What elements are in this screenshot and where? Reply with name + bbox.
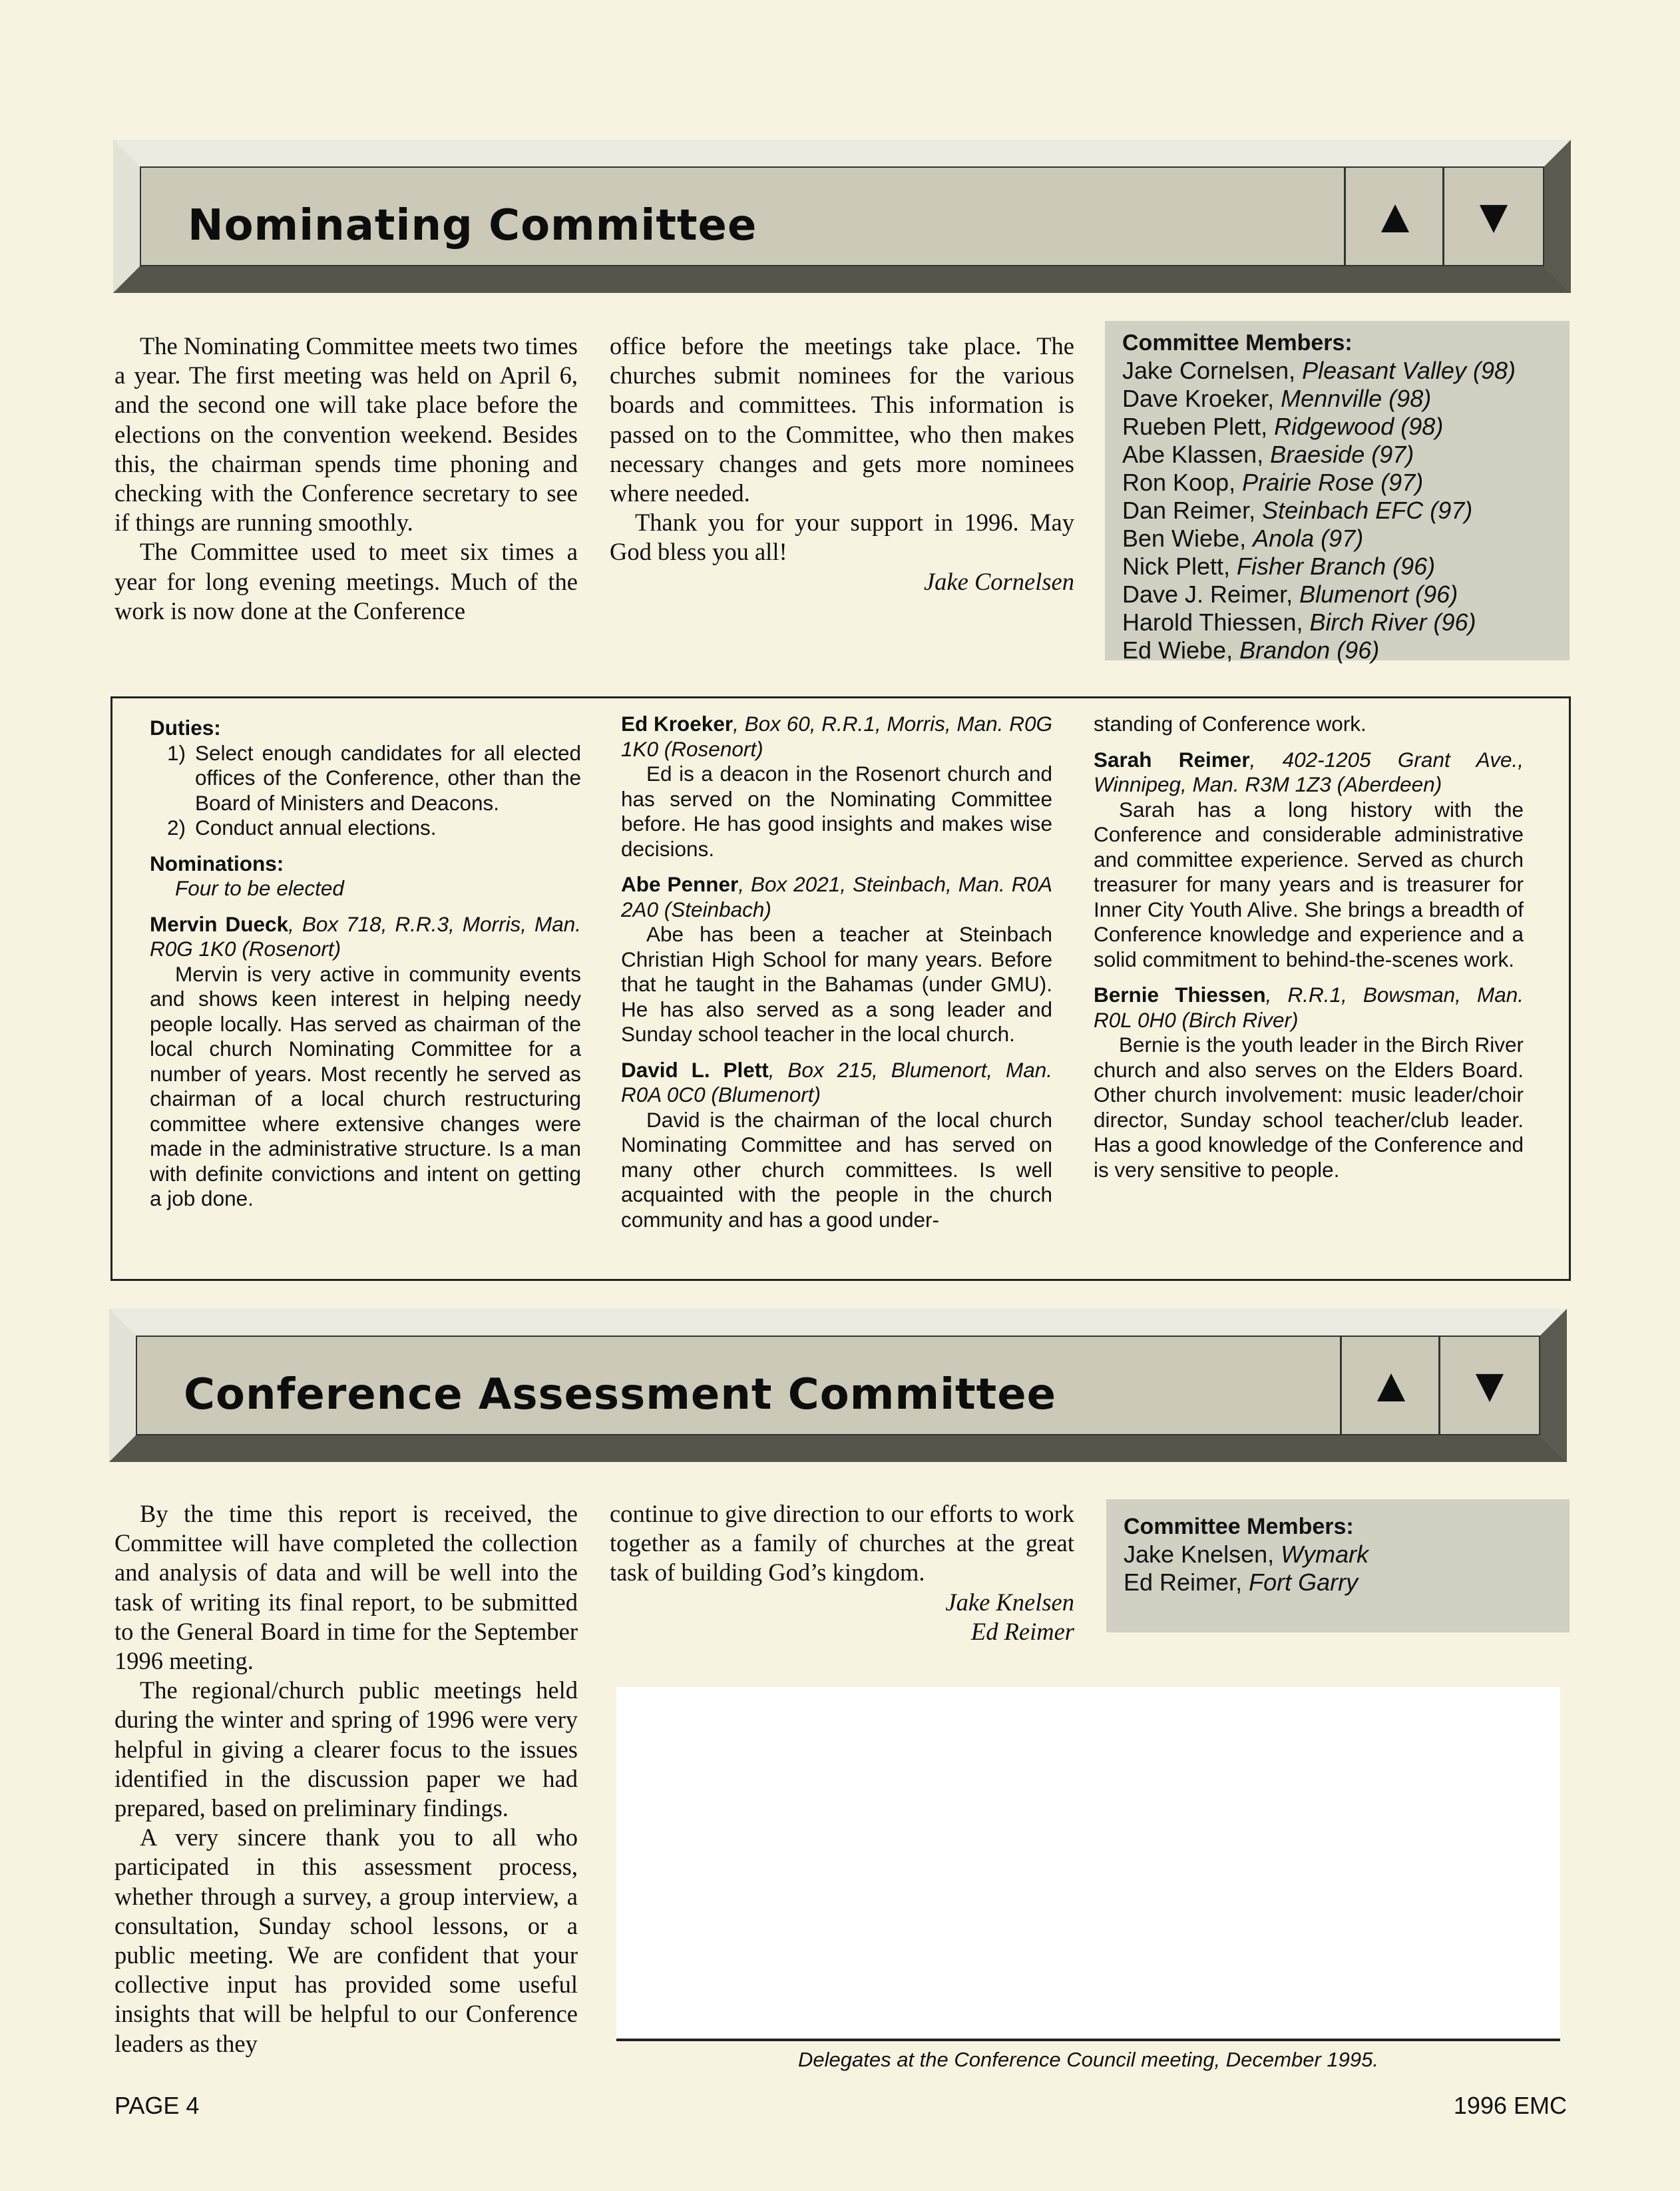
member-name: Nick Plett, bbox=[1122, 553, 1237, 580]
candidate-bio: Abe has been a teacher at Steinbach Christian High School for many years. Before that he taught in the Bahamas (under GMU). He has also served as a song leader and Sunday school teacher in the local church. bbox=[621, 922, 1052, 1046]
paragraph: The regional/church public meetings held during the winter and spring of 1996 were very helpful in giving a clearer focus to the issues identified in the discussion paper we had prepared, based on preliminary findings. bbox=[114, 1676, 578, 1822]
member-church: Braeside (97) bbox=[1270, 441, 1414, 468]
candidate-name: Bernie Thiessen bbox=[1094, 983, 1266, 1007]
duty-item bbox=[150, 816, 581, 841]
member-row bbox=[1122, 413, 1552, 441]
committee-members-box bbox=[1105, 321, 1570, 664]
banner-bevel bbox=[109, 1435, 1567, 1462]
member-name: Ron Koop, bbox=[1122, 469, 1243, 496]
member-row bbox=[1122, 636, 1552, 664]
member-name: Ed Wiebe, bbox=[1122, 636, 1240, 664]
member-church: Mennville (98) bbox=[1281, 385, 1432, 412]
candidate-entry bbox=[621, 872, 1052, 1047]
assessment-committee-banner bbox=[109, 1309, 1567, 1462]
down-arrow-icon[interactable]: ▼ bbox=[1442, 168, 1543, 265]
candidate-address: , Box 215, Blumenort, Man. R0A 0C0 (Blumenort) bbox=[621, 1057, 1052, 1106]
continuation-text: standing of Conference work. bbox=[1094, 712, 1366, 736]
candidate-name: Abe Penner bbox=[621, 872, 739, 896]
paragraph: office before the meetings take place. The churches submit nominees for the various boards and committees. This information is passed on to the Committee, who then makes necessary changes and gets more nominees where needed. bbox=[610, 332, 1074, 507]
candidate-address: , Box 60, R.R.1, Morris, Man. R0G 1K0 (Rosenort) bbox=[621, 712, 1052, 761]
member-name: Jake Knelsen, bbox=[1124, 1541, 1281, 1568]
paragraph: Thank you for your support in 1996. May God bless you all! bbox=[610, 509, 1074, 566]
duty-number: 1) bbox=[166, 740, 186, 765]
member-name: Rueben Plett, bbox=[1122, 413, 1275, 440]
member-church: Wymark bbox=[1281, 1541, 1369, 1568]
candidate-entry bbox=[621, 712, 1052, 861]
banner-face bbox=[140, 166, 1544, 266]
member-church: Steinbach EFC (97) bbox=[1262, 497, 1473, 524]
member-church: Brandon (96) bbox=[1239, 636, 1380, 664]
member-church: Fort Garry bbox=[1249, 1569, 1359, 1596]
member-row bbox=[1122, 525, 1552, 553]
candidate-entry bbox=[1094, 983, 1524, 1182]
member-name: Ben Wiebe, bbox=[1122, 525, 1253, 552]
paragraph: By the time this report is received, the Committee will have completed the collection and analysis of data and will be well into the task of writing its final report, to be submitted to the General Board in time for the September 1996 meeting. bbox=[114, 1500, 578, 1675]
up-arrow-icon[interactable]: ▲ bbox=[1340, 1337, 1440, 1434]
candidate-name: Ed Kroeker bbox=[621, 712, 734, 736]
members-heading: Committee Members: bbox=[1124, 1514, 1354, 1539]
candidate-name: David L. Plett bbox=[621, 1057, 769, 1082]
member-church: Ridgewood (98) bbox=[1274, 413, 1444, 440]
banner-bevel bbox=[113, 140, 1571, 166]
member-row bbox=[1124, 1541, 1552, 1569]
nominations-text: Four to be elected bbox=[175, 876, 344, 900]
candidate-bio: David is the chairman of the local church Nominating Committee and has served on many other church committees. Is well acquainted with the people in the church community and has a good under- bbox=[621, 1107, 1052, 1232]
member-row bbox=[1122, 497, 1552, 525]
member-row bbox=[1122, 385, 1552, 413]
duty-text: Select enough candidates for all elected offices of the Conference, other than the Board of Ministers and Deacons. bbox=[195, 740, 581, 815]
member-row bbox=[1122, 609, 1552, 636]
duties-label: Duties: bbox=[150, 716, 221, 740]
candidate-address: , R.R.1, Bowsman, Man. R0L 0H0 (Birch River) bbox=[1094, 983, 1524, 1032]
member-church: Birch River (96) bbox=[1309, 609, 1476, 636]
member-row bbox=[1122, 469, 1552, 497]
member-row bbox=[1122, 357, 1552, 385]
candidate-bio: Sarah has a long history with the Conference and considerable administrative and committee experience. Served as church treasurer for many years and is treasurer for Inner City Youth Alive. She brings a breadth of Conference knowledge and experience and a solid commitment to behind-the-scenes work. bbox=[1094, 797, 1524, 971]
duties-column-3 bbox=[1094, 712, 1524, 1182]
banner-bevel bbox=[113, 140, 140, 293]
member-name: Dave J. Reimer, bbox=[1122, 581, 1300, 608]
candidate-name: Sarah Reimer bbox=[1094, 747, 1250, 772]
member-name: Dave Kroeker, bbox=[1122, 385, 1281, 412]
nominations-label: Nominations: bbox=[150, 851, 284, 875]
photo-placeholder bbox=[616, 1687, 1560, 2041]
section-title: Conference Assessment Committee bbox=[184, 1370, 1056, 1419]
paragraph: A very sincere thank you to all who participated in this assessment process, whether through a survey, a group interview, a consultation, Sunday school lessons, or a public meeting. We are confident that your collective input has provided some useful insights that will be helpful to our Conference leaders as they bbox=[114, 1824, 578, 2057]
photo-caption: Delegates at the Conference Council meeting, December 1995. bbox=[798, 2048, 1378, 2071]
assessment-column-1 bbox=[114, 1499, 578, 2059]
member-name: Ed Reimer, bbox=[1124, 1569, 1249, 1596]
banner-face bbox=[136, 1336, 1540, 1435]
candidate-name: Mervin Dueck bbox=[150, 911, 289, 936]
member-church: Prairie Rose (97) bbox=[1242, 469, 1424, 496]
member-row bbox=[1122, 441, 1552, 469]
banner-bevel bbox=[1540, 1309, 1567, 1462]
paragraph: The Committee used to meet six times a year for long evening meetings. Much of the work is now done at the Conference bbox=[114, 538, 578, 624]
candidate-entry bbox=[1094, 748, 1524, 973]
nominations-box bbox=[110, 696, 1571, 1281]
nominating-committee-banner bbox=[113, 140, 1571, 293]
candidate-bio: Bernie is the youth leader in the Birch River church and also serves on the Elders Board. Other church involvement: music leader/choir director, Sunday school teacher/club leader. Has a good knowledge of the Conference and is very sensitive to people. bbox=[1094, 1033, 1524, 1182]
candidate-address: , Box 2021, Steinbach, Man. R0A 2A0 (Steinbach) bbox=[621, 872, 1052, 921]
member-church: Anola (97) bbox=[1253, 525, 1364, 552]
signature: Jake Knelsen bbox=[945, 1588, 1074, 1616]
paragraph: The Nominating Committee meets two times a year. The first meeting was held on April 6, and the second one will take place before the elections on the convention weekend. Besides this, the chairman spends time phoning and checking with the Conference secretary to see if things are running smoothly. bbox=[114, 332, 578, 537]
members-heading: Committee Members: bbox=[1122, 330, 1353, 356]
candidate-address: , Box 718, R.R.3, Morris, Man. R0G 1K0 (Rosenort) bbox=[150, 911, 582, 961]
banner-bevel bbox=[109, 1309, 136, 1462]
member-church: Pleasant Valley (98) bbox=[1302, 357, 1516, 384]
signature: Jake Cornelsen bbox=[923, 567, 1074, 595]
member-name: Dan Reimer, bbox=[1122, 497, 1263, 524]
banner-bevel bbox=[109, 1309, 1567, 1336]
member-row bbox=[1122, 553, 1552, 581]
duty-number: 2) bbox=[166, 816, 186, 840]
publication-label: 1996 EMC bbox=[1453, 2092, 1567, 2119]
banner-bevel bbox=[113, 266, 1571, 293]
nominating-column-2 bbox=[610, 332, 1074, 597]
member-name: Jake Cornelsen, bbox=[1122, 357, 1303, 384]
candidate-entry bbox=[150, 912, 581, 1212]
assessment-column-2 bbox=[610, 1499, 1074, 1646]
page-number: PAGE 4 bbox=[114, 2092, 200, 2119]
member-church: Blumenort (96) bbox=[1299, 581, 1458, 608]
candidate-bio: Mervin is very active in community events and shows keen interest in helping needy people locally. Has served as chairman of the local church Nominating Committee for a number of years. Most recently he served as chairman of a local church restructuring committee where extensive changes were made in the administrative structure. Is a man with definite convictions and intent on getting a job done. bbox=[150, 961, 581, 1210]
duty-text: Conduct annual elections. bbox=[195, 816, 437, 840]
up-arrow-icon[interactable]: ▲ bbox=[1344, 168, 1444, 265]
member-name: Abe Klassen, bbox=[1122, 441, 1271, 468]
down-arrow-icon[interactable]: ▼ bbox=[1438, 1337, 1539, 1434]
duties-column-1 bbox=[150, 716, 581, 1212]
paragraph: continue to give direction to our efforts to work together as a family of churches at the great task of building God’s kingdom. bbox=[610, 1500, 1074, 1586]
nominating-column-1 bbox=[114, 332, 578, 626]
duty-item bbox=[150, 741, 581, 816]
committee-members-box bbox=[1106, 1499, 1570, 1632]
section-title: Nominating Committee bbox=[188, 201, 757, 250]
member-row bbox=[1124, 1569, 1552, 1596]
member-church: Fisher Branch (96) bbox=[1237, 553, 1436, 580]
candidate-address: , 402-1205 Grant Ave., Winnipeg, Man. R3M 1Z3 (Aberdeen) bbox=[1094, 747, 1524, 796]
duties-column-2 bbox=[621, 712, 1052, 1232]
signature: Ed Reimer bbox=[970, 1617, 1074, 1645]
candidate-bio: Ed is a deacon in the Rosenort church and has served on the Nominating Committee before. He has good insights and makes wise decisions. bbox=[621, 762, 1052, 861]
banner-bevel bbox=[1544, 140, 1571, 293]
member-name: Harold Thiessen, bbox=[1122, 609, 1310, 636]
member-row bbox=[1122, 581, 1552, 609]
candidate-entry bbox=[621, 1058, 1052, 1233]
